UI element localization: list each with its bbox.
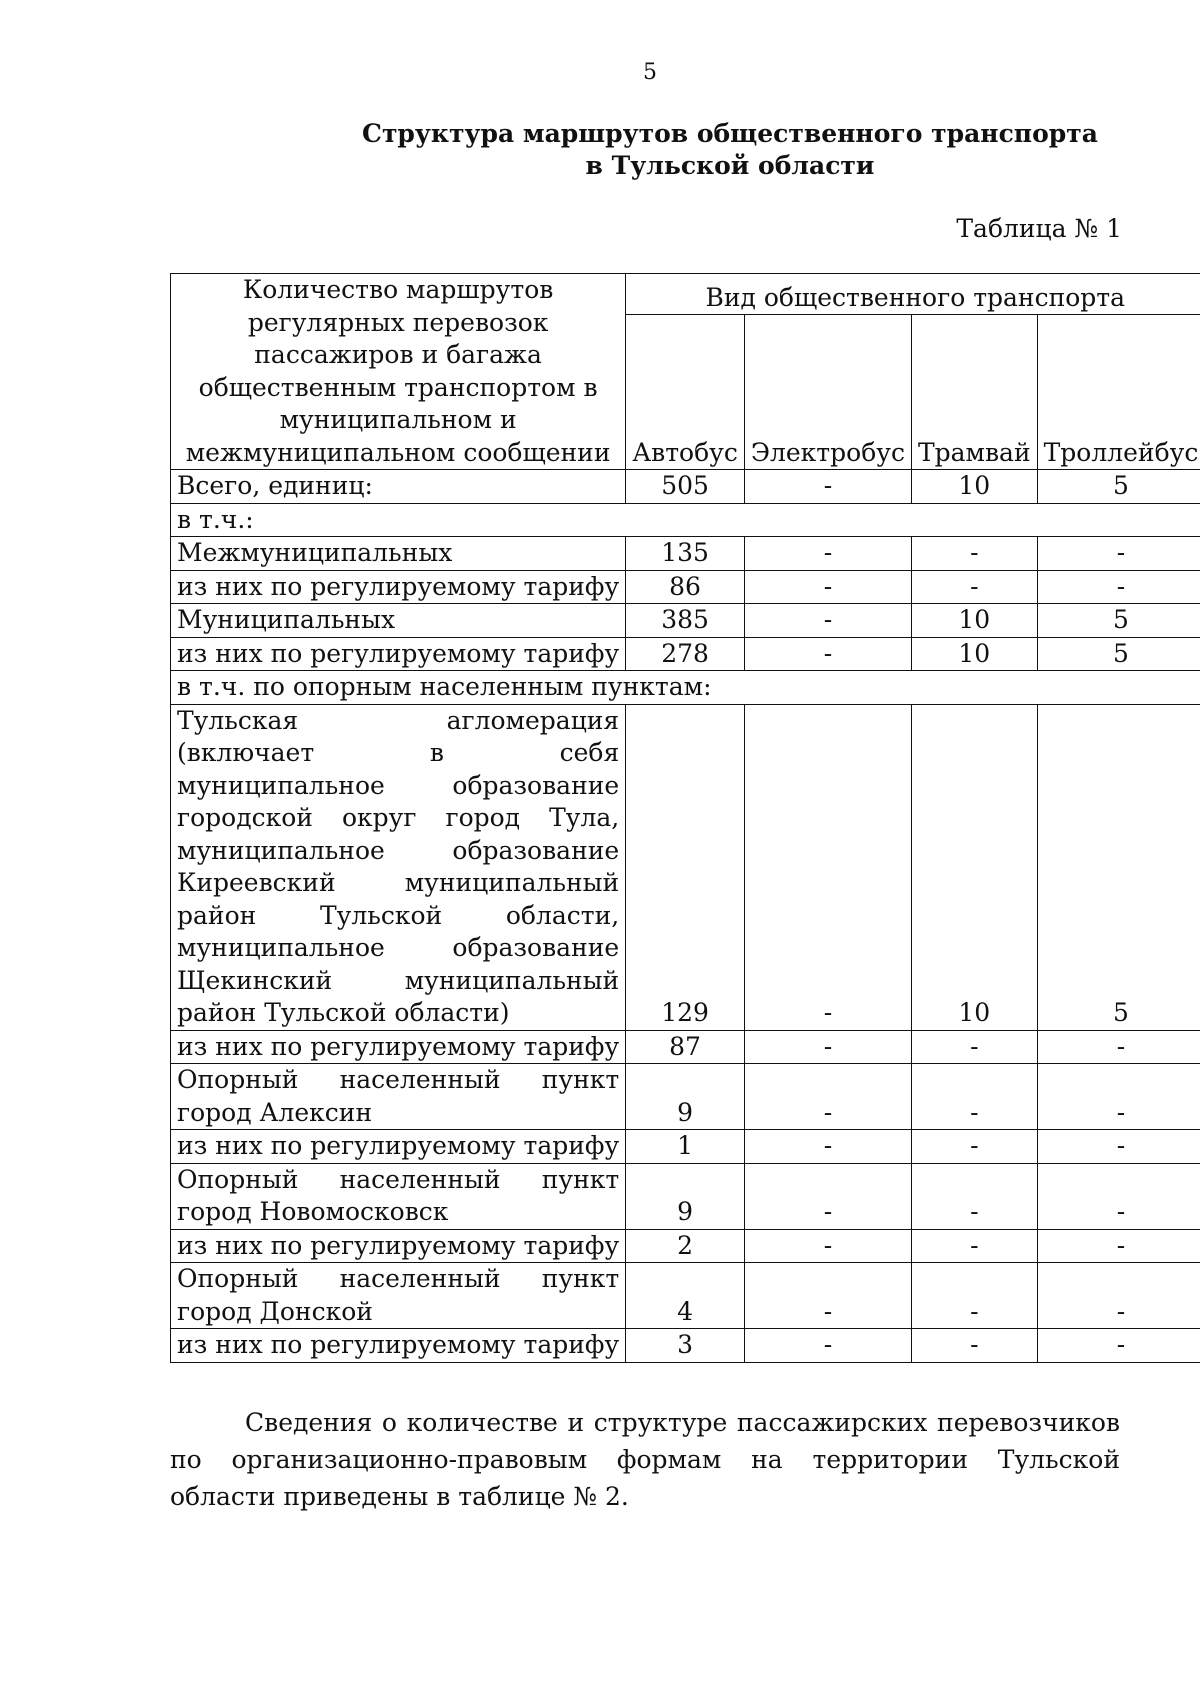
cell-bus: 86 bbox=[626, 570, 745, 604]
cell-tram: 10 bbox=[911, 604, 1037, 638]
routes-table bbox=[170, 273, 1200, 1363]
cell-electrobus: - bbox=[744, 1229, 911, 1263]
cell-electrobus: - bbox=[744, 1329, 911, 1363]
cell-tram: 10 bbox=[911, 704, 1037, 1030]
cell-tram: - bbox=[911, 537, 1037, 571]
row-label: из них по регулируемому тарифу bbox=[171, 1329, 626, 1363]
table-row bbox=[171, 1263, 1200, 1329]
row-label: из них по регулируемому тарифу bbox=[171, 637, 626, 671]
table-row bbox=[171, 671, 1200, 705]
table-row bbox=[171, 604, 1200, 638]
row-label: из них по регулируемому тарифу bbox=[171, 1229, 626, 1263]
page-number: 5 bbox=[643, 60, 657, 85]
row-label: Опорный населенный пункт город Донской bbox=[171, 1263, 626, 1329]
cell-tram: - bbox=[911, 1263, 1037, 1329]
cell-bus: 9 bbox=[626, 1064, 745, 1130]
cell-trolleybus: - bbox=[1037, 1329, 1200, 1363]
title-line-1: Структура маршрутов общественного транспорта bbox=[362, 119, 1098, 148]
cell-electrobus: - bbox=[744, 1030, 911, 1064]
row-label: Всего, единиц: bbox=[171, 470, 626, 504]
cell-electrobus: - bbox=[744, 1263, 911, 1329]
cell-tram: 10 bbox=[911, 637, 1037, 671]
cell-tram: - bbox=[911, 1329, 1037, 1363]
table-row bbox=[171, 704, 1200, 1030]
cell-electrobus: - bbox=[744, 637, 911, 671]
row-label: Тульская агломерация (включает в себя муниципальное образование городской округ город Тула, муниципальное образование Киреевский муниципальный район Тульской области, муниципальное образование Щекинский муниципальный район Тульской области) bbox=[171, 704, 626, 1030]
row-label: Опорный населенный пункт город Новомосковск bbox=[171, 1163, 626, 1229]
cell-trolleybus: 5 bbox=[1037, 637, 1200, 671]
cell-electrobus: - bbox=[744, 1064, 911, 1130]
cell-tram: - bbox=[911, 1130, 1037, 1164]
header-main-cell: Количество маршрутов регулярных перевозок пассажиров и багажа общественным транспортом в муниципальном и межмуниципальном сообщении bbox=[171, 274, 626, 470]
table-section-label: в т.ч. по опорным населенным пунктам: bbox=[171, 671, 1200, 705]
row-label: Опорный населенный пункт город Алексин bbox=[171, 1064, 626, 1130]
table-row bbox=[171, 1130, 1200, 1164]
cell-bus: 9 bbox=[626, 1163, 745, 1229]
cell-electrobus: - bbox=[744, 704, 911, 1030]
row-label: из них по регулируемому тарифу bbox=[171, 570, 626, 604]
cell-trolleybus: - bbox=[1037, 1030, 1200, 1064]
cell-tram: - bbox=[911, 1064, 1037, 1130]
table-row bbox=[171, 1329, 1200, 1363]
cell-bus: 2 bbox=[626, 1229, 745, 1263]
cell-bus: 385 bbox=[626, 604, 745, 638]
cell-trolleybus: 5 bbox=[1037, 470, 1200, 504]
footer-paragraph: Сведения о количестве и структуре пассажирских перевозчиков по организационно-правовым формам на территории Тульской области приведены в таблице № 2. bbox=[170, 1408, 1120, 1511]
cell-electrobus: - bbox=[744, 1163, 911, 1229]
row-label: Муниципальных bbox=[171, 604, 626, 638]
table-row bbox=[171, 537, 1200, 571]
table-row bbox=[171, 1064, 1200, 1130]
row-label: Межмуниципальных bbox=[171, 537, 626, 571]
cell-electrobus: - bbox=[744, 604, 911, 638]
table-row bbox=[171, 1030, 1200, 1064]
cell-tram: - bbox=[911, 1229, 1037, 1263]
table-row bbox=[171, 470, 1200, 504]
cell-trolleybus: - bbox=[1037, 570, 1200, 604]
cell-bus: 135 bbox=[626, 537, 745, 571]
header-col-bus: Автобус bbox=[626, 315, 745, 470]
cell-tram: - bbox=[911, 570, 1037, 604]
cell-bus: 3 bbox=[626, 1329, 745, 1363]
cell-electrobus: - bbox=[744, 470, 911, 504]
cell-trolleybus: 5 bbox=[1037, 604, 1200, 638]
table-row bbox=[171, 637, 1200, 671]
cell-trolleybus: - bbox=[1037, 537, 1200, 571]
cell-trolleybus: - bbox=[1037, 1130, 1200, 1164]
table-row bbox=[171, 503, 1200, 537]
cell-bus: 129 bbox=[626, 704, 745, 1030]
cell-trolleybus: 5 bbox=[1037, 704, 1200, 1030]
header-col-tram: Трамвай bbox=[911, 315, 1037, 470]
header-group-cell: Вид общественного транспорта bbox=[626, 274, 1200, 315]
cell-trolleybus: - bbox=[1037, 1263, 1200, 1329]
cell-electrobus: - bbox=[744, 1130, 911, 1164]
cell-tram: 10 bbox=[911, 470, 1037, 504]
cell-bus: 87 bbox=[626, 1030, 745, 1064]
header-col-electrobus: Электробус bbox=[744, 315, 911, 470]
cell-bus: 4 bbox=[626, 1263, 745, 1329]
cell-trolleybus: - bbox=[1037, 1064, 1200, 1130]
table-row bbox=[171, 1163, 1200, 1229]
document-title bbox=[160, 118, 1200, 182]
table-section-label: в т.ч.: bbox=[171, 503, 1200, 537]
title-line-2: в Тульской области bbox=[585, 151, 875, 180]
table-caption: Таблица № 1 bbox=[956, 214, 1122, 243]
cell-bus: 505 bbox=[626, 470, 745, 504]
row-label: из них по регулируемому тарифу bbox=[171, 1030, 626, 1064]
cell-tram: - bbox=[911, 1030, 1037, 1064]
cell-trolleybus: - bbox=[1037, 1163, 1200, 1229]
cell-bus: 1 bbox=[626, 1130, 745, 1164]
table-header-row bbox=[171, 274, 1200, 315]
row-label: из них по регулируемому тарифу bbox=[171, 1130, 626, 1164]
cell-electrobus: - bbox=[744, 570, 911, 604]
header-col-trolleybus: Троллейбус bbox=[1037, 315, 1200, 470]
cell-tram: - bbox=[911, 1163, 1037, 1229]
table-row bbox=[171, 570, 1200, 604]
cell-electrobus: - bbox=[744, 537, 911, 571]
cell-bus: 278 bbox=[626, 637, 745, 671]
table-row bbox=[171, 1229, 1200, 1263]
cell-trolleybus: - bbox=[1037, 1229, 1200, 1263]
